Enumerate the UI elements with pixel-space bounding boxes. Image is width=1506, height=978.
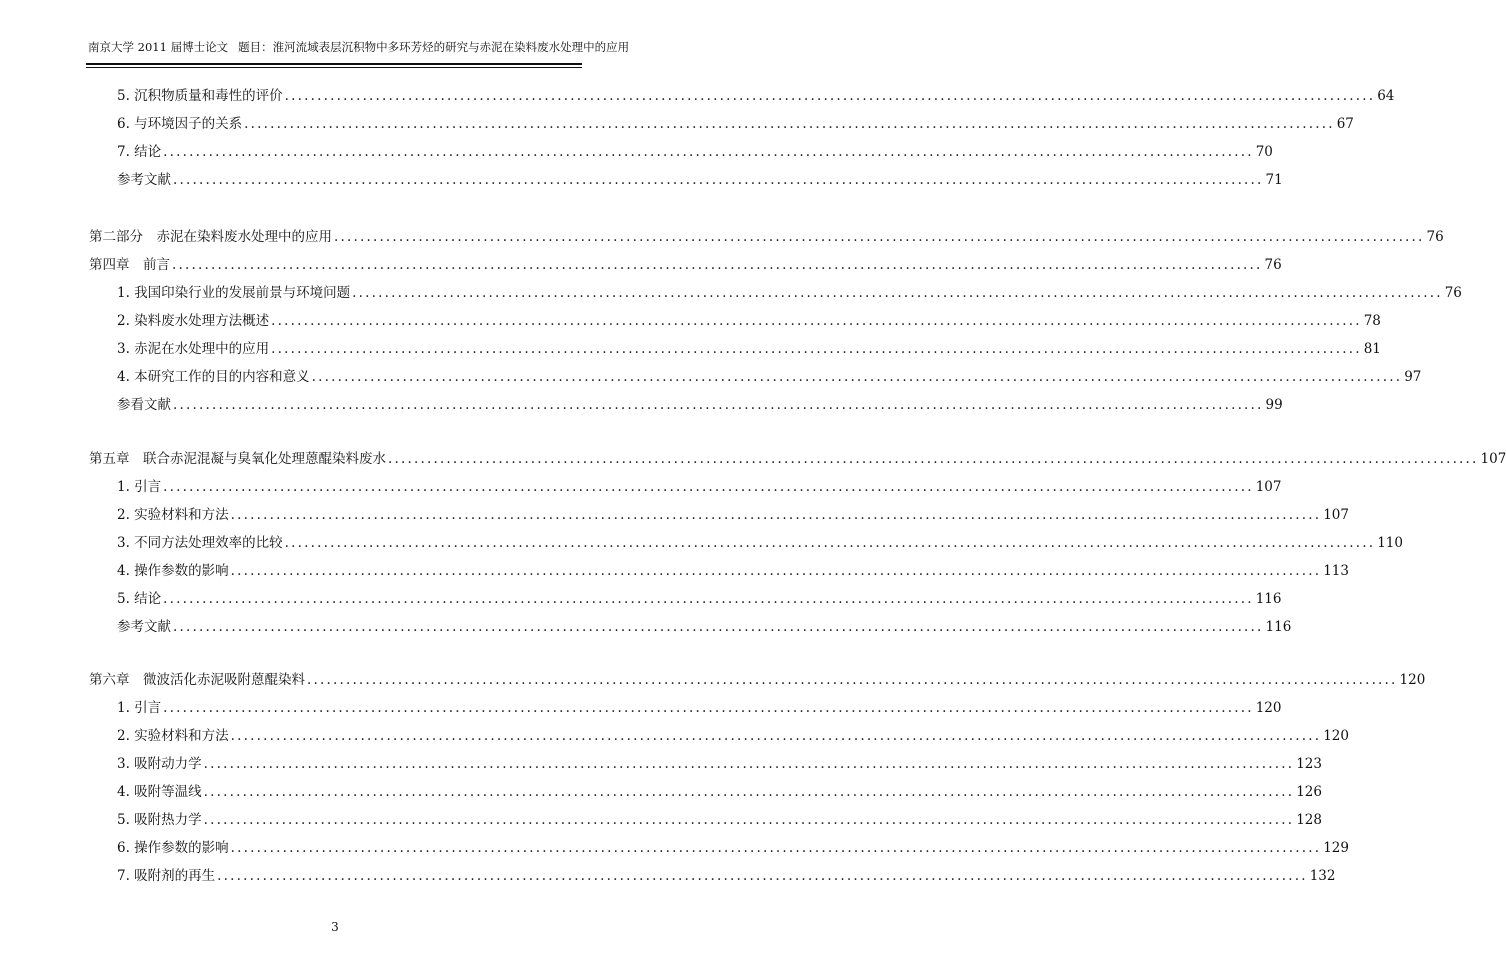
toc-entry-page: 97 [1404, 369, 1422, 385]
toc-leader-dots [217, 865, 1308, 887]
toc-entry-title: 3. 赤泥在水处理中的应用 [117, 341, 270, 357]
toc-entry [117, 753, 1322, 775]
toc-entry-page: 126 [1296, 784, 1322, 800]
toc-leader-dots [163, 141, 1254, 163]
toc-chapter-heading [89, 254, 1282, 276]
toc-entry-title: 7. 吸附剂的再生 [117, 868, 216, 884]
toc-entry-title: 5. 结论 [117, 591, 162, 607]
toc-entry-title: 第二部分 赤泥在染料废水处理中的应用 [89, 229, 332, 245]
toc-entry [117, 394, 1283, 416]
toc-entry-page: 113 [1323, 563, 1349, 579]
toc-entry-title: 4. 本研究工作的目的内容和意义 [117, 369, 310, 385]
toc-leader-dots [271, 310, 1362, 332]
toc-entry-page: 107 [1480, 451, 1506, 467]
toc-entry-page: 120 [1399, 672, 1426, 688]
toc-part-heading [89, 226, 1444, 248]
toc-chapter-heading [89, 448, 1506, 470]
header-rule [86, 63, 582, 65]
toc-leader-dots [204, 753, 1295, 775]
toc-entry [117, 532, 1403, 554]
page-number: 3 [331, 920, 339, 934]
toc-entry-title: 第五章 联合赤泥混凝与臭氧化处理蒽醌染料废水 [89, 451, 386, 467]
toc-entry [117, 476, 1282, 498]
toc-entry-title: 4. 操作参数的影响 [117, 563, 229, 579]
toc-entry-page: 76 [1426, 229, 1444, 245]
toc-entry-title: 5. 吸附热力学 [117, 812, 202, 828]
toc-entry-title: 6. 操作参数的影响 [117, 840, 229, 856]
toc-entry-title: 2. 实验材料和方法 [117, 728, 229, 744]
toc-entry-page: 99 [1265, 397, 1283, 413]
toc-entry [117, 310, 1381, 332]
header-thesis-title: 题目：淮河流域表层沉积物中多环芳烃的研究与赤泥在染料废水处理中的应用 [238, 40, 630, 54]
toc-entry-page: 120 [1255, 700, 1282, 716]
toc-entry-page: 129 [1323, 840, 1349, 856]
toc-leader-dots [204, 781, 1295, 803]
toc-entry-title: 参考文献 [117, 172, 171, 188]
toc-leader-dots [163, 476, 1254, 498]
toc-leader-dots [271, 338, 1362, 360]
toc-entry-title: 3. 不同方法处理效率的比较 [117, 535, 283, 551]
toc-leader-dots [163, 588, 1254, 610]
toc-entry [117, 338, 1381, 360]
toc-entry-title: 3. 吸附动力学 [117, 756, 202, 772]
toc-entry [117, 169, 1283, 191]
toc-entry-page: 107 [1255, 479, 1282, 495]
toc-entry [117, 504, 1349, 526]
toc-entry-page: 81 [1363, 341, 1381, 357]
toc-entry [117, 809, 1322, 831]
toc-entry-title: 第四章 前言 [89, 257, 170, 273]
toc-entry-page: 78 [1363, 313, 1381, 329]
header-rule-thin [86, 67, 582, 68]
toc-leader-dots [173, 394, 1264, 416]
toc-leader-dots [285, 85, 1376, 107]
toc-entry-page: 128 [1296, 812, 1322, 828]
toc-leader-dots [244, 113, 1335, 135]
toc-leader-dots [231, 504, 1322, 526]
toc-entry [117, 616, 1292, 638]
toc-leader-dots [163, 697, 1254, 719]
toc-entry [117, 837, 1349, 859]
toc-entry [117, 141, 1273, 163]
toc-entry [117, 781, 1322, 803]
toc-entry [117, 85, 1395, 107]
toc-leader-dots [352, 282, 1443, 304]
toc-entry-title: 6. 与环境因子的关系 [117, 116, 243, 132]
toc-entry [117, 282, 1462, 304]
toc-entry-title: 7. 结论 [117, 144, 162, 160]
toc-entry-title: 参考文献 [117, 619, 171, 635]
toc-entry-page: 132 [1309, 868, 1336, 884]
toc-entry-title: 第六章 微波活化赤泥吸附蒽醌染料 [89, 672, 305, 688]
toc-entry-title: 2. 实验材料和方法 [117, 507, 229, 523]
toc-entry-page: 76 [1444, 285, 1462, 301]
toc-entry-title: 5. 沉积物质量和毒性的评价 [117, 88, 283, 104]
toc-leader-dots [231, 837, 1322, 859]
toc-entry [117, 588, 1282, 610]
toc-leader-dots [307, 669, 1398, 691]
toc-entry [117, 697, 1282, 719]
toc-leader-dots [173, 169, 1264, 191]
toc-entry-page: 67 [1336, 116, 1354, 132]
toc-entry-page: 70 [1255, 144, 1273, 160]
toc-leader-dots [285, 532, 1376, 554]
toc-leader-dots [231, 560, 1322, 582]
toc-leader-dots [334, 226, 1425, 248]
toc-entry [117, 113, 1354, 135]
toc-leader-dots [172, 254, 1263, 276]
header-thesis-label: 南京大学 2011 届博士论文 [88, 40, 229, 54]
toc-entry-title: 4. 吸附等温线 [117, 784, 202, 800]
toc-leader-dots [388, 448, 1479, 470]
toc-entry [117, 366, 1422, 388]
toc-leader-dots [204, 809, 1295, 831]
toc-entry-page: 120 [1323, 728, 1349, 744]
toc-chapter-heading [89, 669, 1426, 691]
page-header [88, 38, 630, 56]
toc-leader-dots [231, 725, 1322, 747]
toc-entry-title: 1. 我国印染行业的发展前景与环境问题 [117, 285, 351, 301]
toc-entry-page: 107 [1323, 507, 1349, 523]
toc-entry-page: 110 [1377, 535, 1403, 551]
toc-leader-dots [312, 366, 1403, 388]
toc-entry-title: 1. 引言 [117, 700, 162, 716]
toc-entry-title: 2. 染料废水处理方法概述 [117, 313, 270, 329]
toc-entry-page: 116 [1265, 619, 1292, 635]
toc-entry [117, 560, 1349, 582]
toc-entry-title: 1. 引言 [117, 479, 162, 495]
toc-entry-page: 64 [1377, 88, 1395, 104]
toc-entry-title: 参看文献 [117, 397, 171, 413]
toc-entry [117, 865, 1336, 887]
toc-entry-page: 123 [1296, 756, 1322, 772]
toc-entry-page: 71 [1265, 172, 1283, 188]
toc-entry-page: 116 [1255, 591, 1282, 607]
toc-entry [117, 725, 1349, 747]
toc-leader-dots [173, 616, 1264, 638]
toc-entry-page: 76 [1264, 257, 1282, 273]
